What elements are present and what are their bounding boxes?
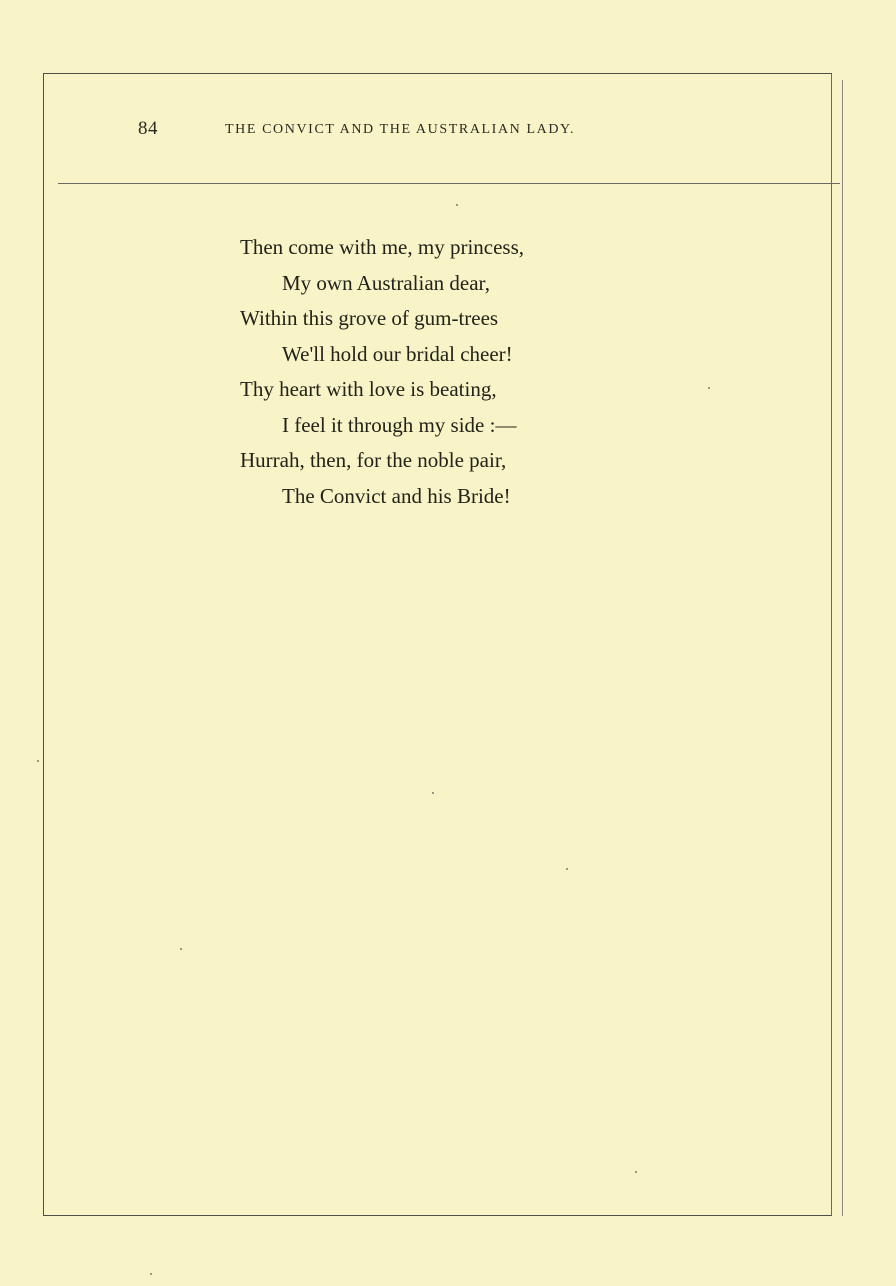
paper-speck: [37, 760, 39, 762]
running-title: THE CONVICT AND THE AUSTRALIAN LADY.: [225, 122, 576, 137]
page-number: 84: [138, 118, 158, 139]
poem-line: Thy heart with love is beating,: [240, 377, 497, 401]
poem-line: My own Australian dear,: [282, 270, 490, 295]
page-edge-line: [842, 80, 843, 1216]
poem-stanza: [240, 230, 660, 514]
paper-speck: [635, 1171, 637, 1173]
header-rule: [58, 183, 840, 184]
paper-speck: [432, 792, 434, 794]
poem-line: Within this grove of gum-trees: [240, 306, 499, 330]
paper-speck: [456, 204, 458, 206]
poem-line: The Convict and his Bride!: [282, 483, 511, 508]
poem-line: We'll hold our bridal cheer!: [282, 341, 513, 366]
paper-speck: [566, 868, 568, 870]
paper-speck: [708, 387, 710, 389]
paper-speck: [150, 1273, 152, 1275]
poem-line: Hurrah, then, for the noble pair,: [240, 448, 507, 472]
poem-line: Then come with me, my princess,: [240, 235, 525, 259]
paper-speck: [180, 948, 182, 950]
poem-line: I feel it through my side :—: [282, 412, 517, 437]
